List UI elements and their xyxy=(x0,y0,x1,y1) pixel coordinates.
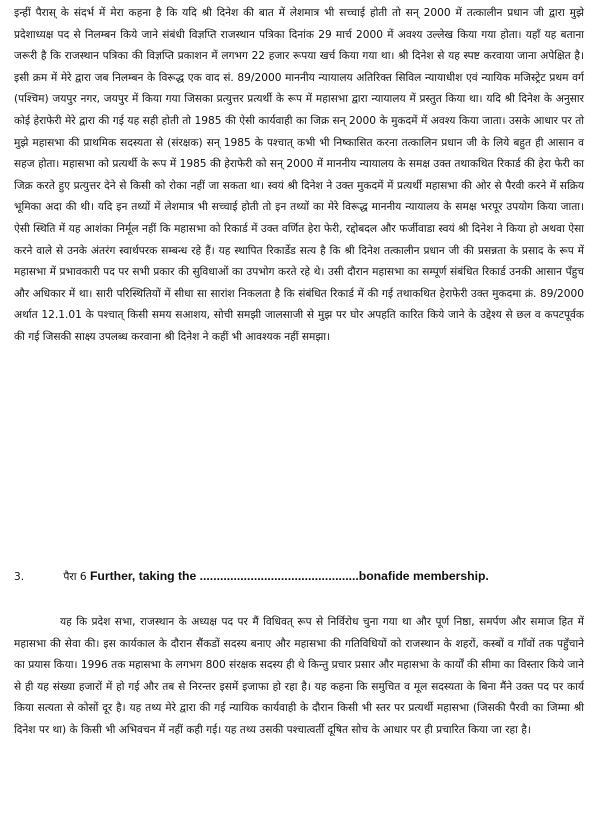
section-heading xyxy=(14,565,584,588)
paragraph-3 xyxy=(14,612,584,742)
heading-text: Further, taking the ...............................................bonafide membership. xyxy=(89,569,489,583)
paragraph-3-text: यह कि प्रदेश सभा, राजस्थान के अध्यक्ष पद पर मैं विधिवत् रूप से निर्विरोध चुना गया था और पूर्ण निष्ठा, समर्पण और समाज हित में महासभा की सेवा की। इस कार्यकाल के दौरान सैंकडों सदस्य बनाए और महासभा की गतिविधियों को राजस्थान के शहरों, कस्बों व गाँवों तक पहुँचाने का प्रयास किया। 1996 तक महासभा के लगभग 800 संरक्षक सदस्य ही थे किन्तु प्रचार प्रसार और महासभा के कार्यों की सीमा का विस्तार किये जाने से ही यह संख्या हजारों में हो गई और तब से निरन्तर इसमें इजाफा हो रहा है। यह कहना कि समुचित व मूल सदस्यता के बिना मैंने उक्त पद पर कार्य किया सत्यता से कोसों दूर है। यह तथ्य मेरे द्वारा की गई न्यायिक कार्यवाही के दौरान किसी भी स्तर पर प्रत्यर्थी महासभा (जिसकी पैरवी का जिम्मा श्री दिनेश पर था) के किसी भी अभिवचन में नहीं कही गई। यह तथ्य उसकी पश्चात्वर्ती दूषित सोच के आधार पर ही प्रचारित किया जा रहा है। xyxy=(14,616,584,736)
paragraph-1: इन्हीं पैरास् के संदर्भ में मेरा कहना है कि यदि श्री दिनेश की बात में लेशमात्र भी सच्चाई होती तो सन् 2000 में तत्कालीन प्रधान जी द्वारा मुझे प्रदेशाध्यक्ष पद से निलम्बन किये जाने संबंधी विज्ञप्ति राजस्थान पत्रिका दिनांक 29 मार्च 2000 में अवश्य उल्लेख किया गया होता। यहाँ यह बताना जरूरी है कि राजस्थान पत्रिका की विज्ञप्ति प्रकाशन में लगभग 22 हजार रूपया खर्च किया गया था। श्री दिनेश से यह स्पष्ट करवाया जाना अपेक्षित है। इसी क्रम में मेरे द्वारा जब निलम्बन के विरूद्ध एक वाद सं. 89/2000 माननीय न्यायालय अतिरिक्त सिविल न्यायाधीश एवं न्यायिक मजिस्ट्रेट प्रथम वर्ग (पश्चिम) जयपुर नगर, जयपुर में किया गया जिसका प्रत्युत्तर प्रत्यर्थी के रूप में महासभा द्वारा न्यायालय में प्रस्तुत किया था। यदि श्री दिनेश के अनुसार कोई हेराफेरी मेरे द्वारा की गई यह सही होती तो 1985 की ऐसी कार्यवाही का जिक्र सन् 2000 के मुकदमें में अवश्य किया जाता। उसके आधार पर तो मुझे महासभा की प्राथमिक सदस्यता से (संरक्षक) सन् 1985 के पश्चात् कभी भी निष्कासित करना तत्कालिन प्रधान जी के लिये बहुत ही आसान व सहज होता। महासभा को प्रत्यर्थी के रूप में 1985 की हेराफेरी को सन् 2000 में माननीय न्यायालय के समक्ष उक्त तथाकथित रिकार्ड की हेरा फेरी का जिक्र करते हुए प्रत्युत्तर देने से किसी को रोका नहीं जा सकता था। स्वयं श्री दिनेश ने उक्त मुकदमें में प्रत्यर्थी महासभा की ओर से पैरवी करने में सक्रिय भूमिका अदा की थी। यदि इन तथ्यों में लेशमात्र भी सच्चाई होती तो इन तथ्यों का मेरे विरूद्ध माननीय न्यायालय के समक्ष भरपूर उपयोग किया जाता। ऐसी स्थिति में यह आशंका निर्मूल नहीं कि महासभा को रिकार्ड में उक्त वर्णित हेरा फेरी, रद्दोबदल और फर्जीवाडा स्वयं श्री दिनेश ने किया हो अथवा ऐसा करने वाले से उनके अंतरंग स्वार्थपरक सम्बन्ध रहे हैं। यह स्थापित रिकार्डेड सत्य है कि श्री दिनेश तत्कालीन प्रधान जी की प्रसन्नता के प्रसाद के रूप में महासभा में प्रभावकारी पद पर सभी प्रकार की सुविधाओं का उपभोग करते रहे थे। उसी दौरान महासभा का सम्पूर्ण संबंधित रिकार्ड उनकी आसान पँहुच और अधिकार में था। सारी परिस्थितियों में सीधा सा सारांश निकलता है कि संबंधित रिकार्ड में की गई तथाकथित हेराफेरी उक्त मुकदमा क्रं. 89/2000 अर्थात 12.1.01 के पश्चात् किसी समय सआशय, सोची समझी जालसाजी से मुझ पर घोर अपहति कारित किये जाने के उद्देश्य से छल व कपटपूर्वक की गई जिसकी साक्ष्य उपलब्ध करवाना श्री दिनेश ने कहीं भी आवश्यक नहीं समझा। xyxy=(14,7,584,343)
section-number: 3. xyxy=(14,571,25,583)
para-label: पैरा 6 xyxy=(63,571,87,583)
